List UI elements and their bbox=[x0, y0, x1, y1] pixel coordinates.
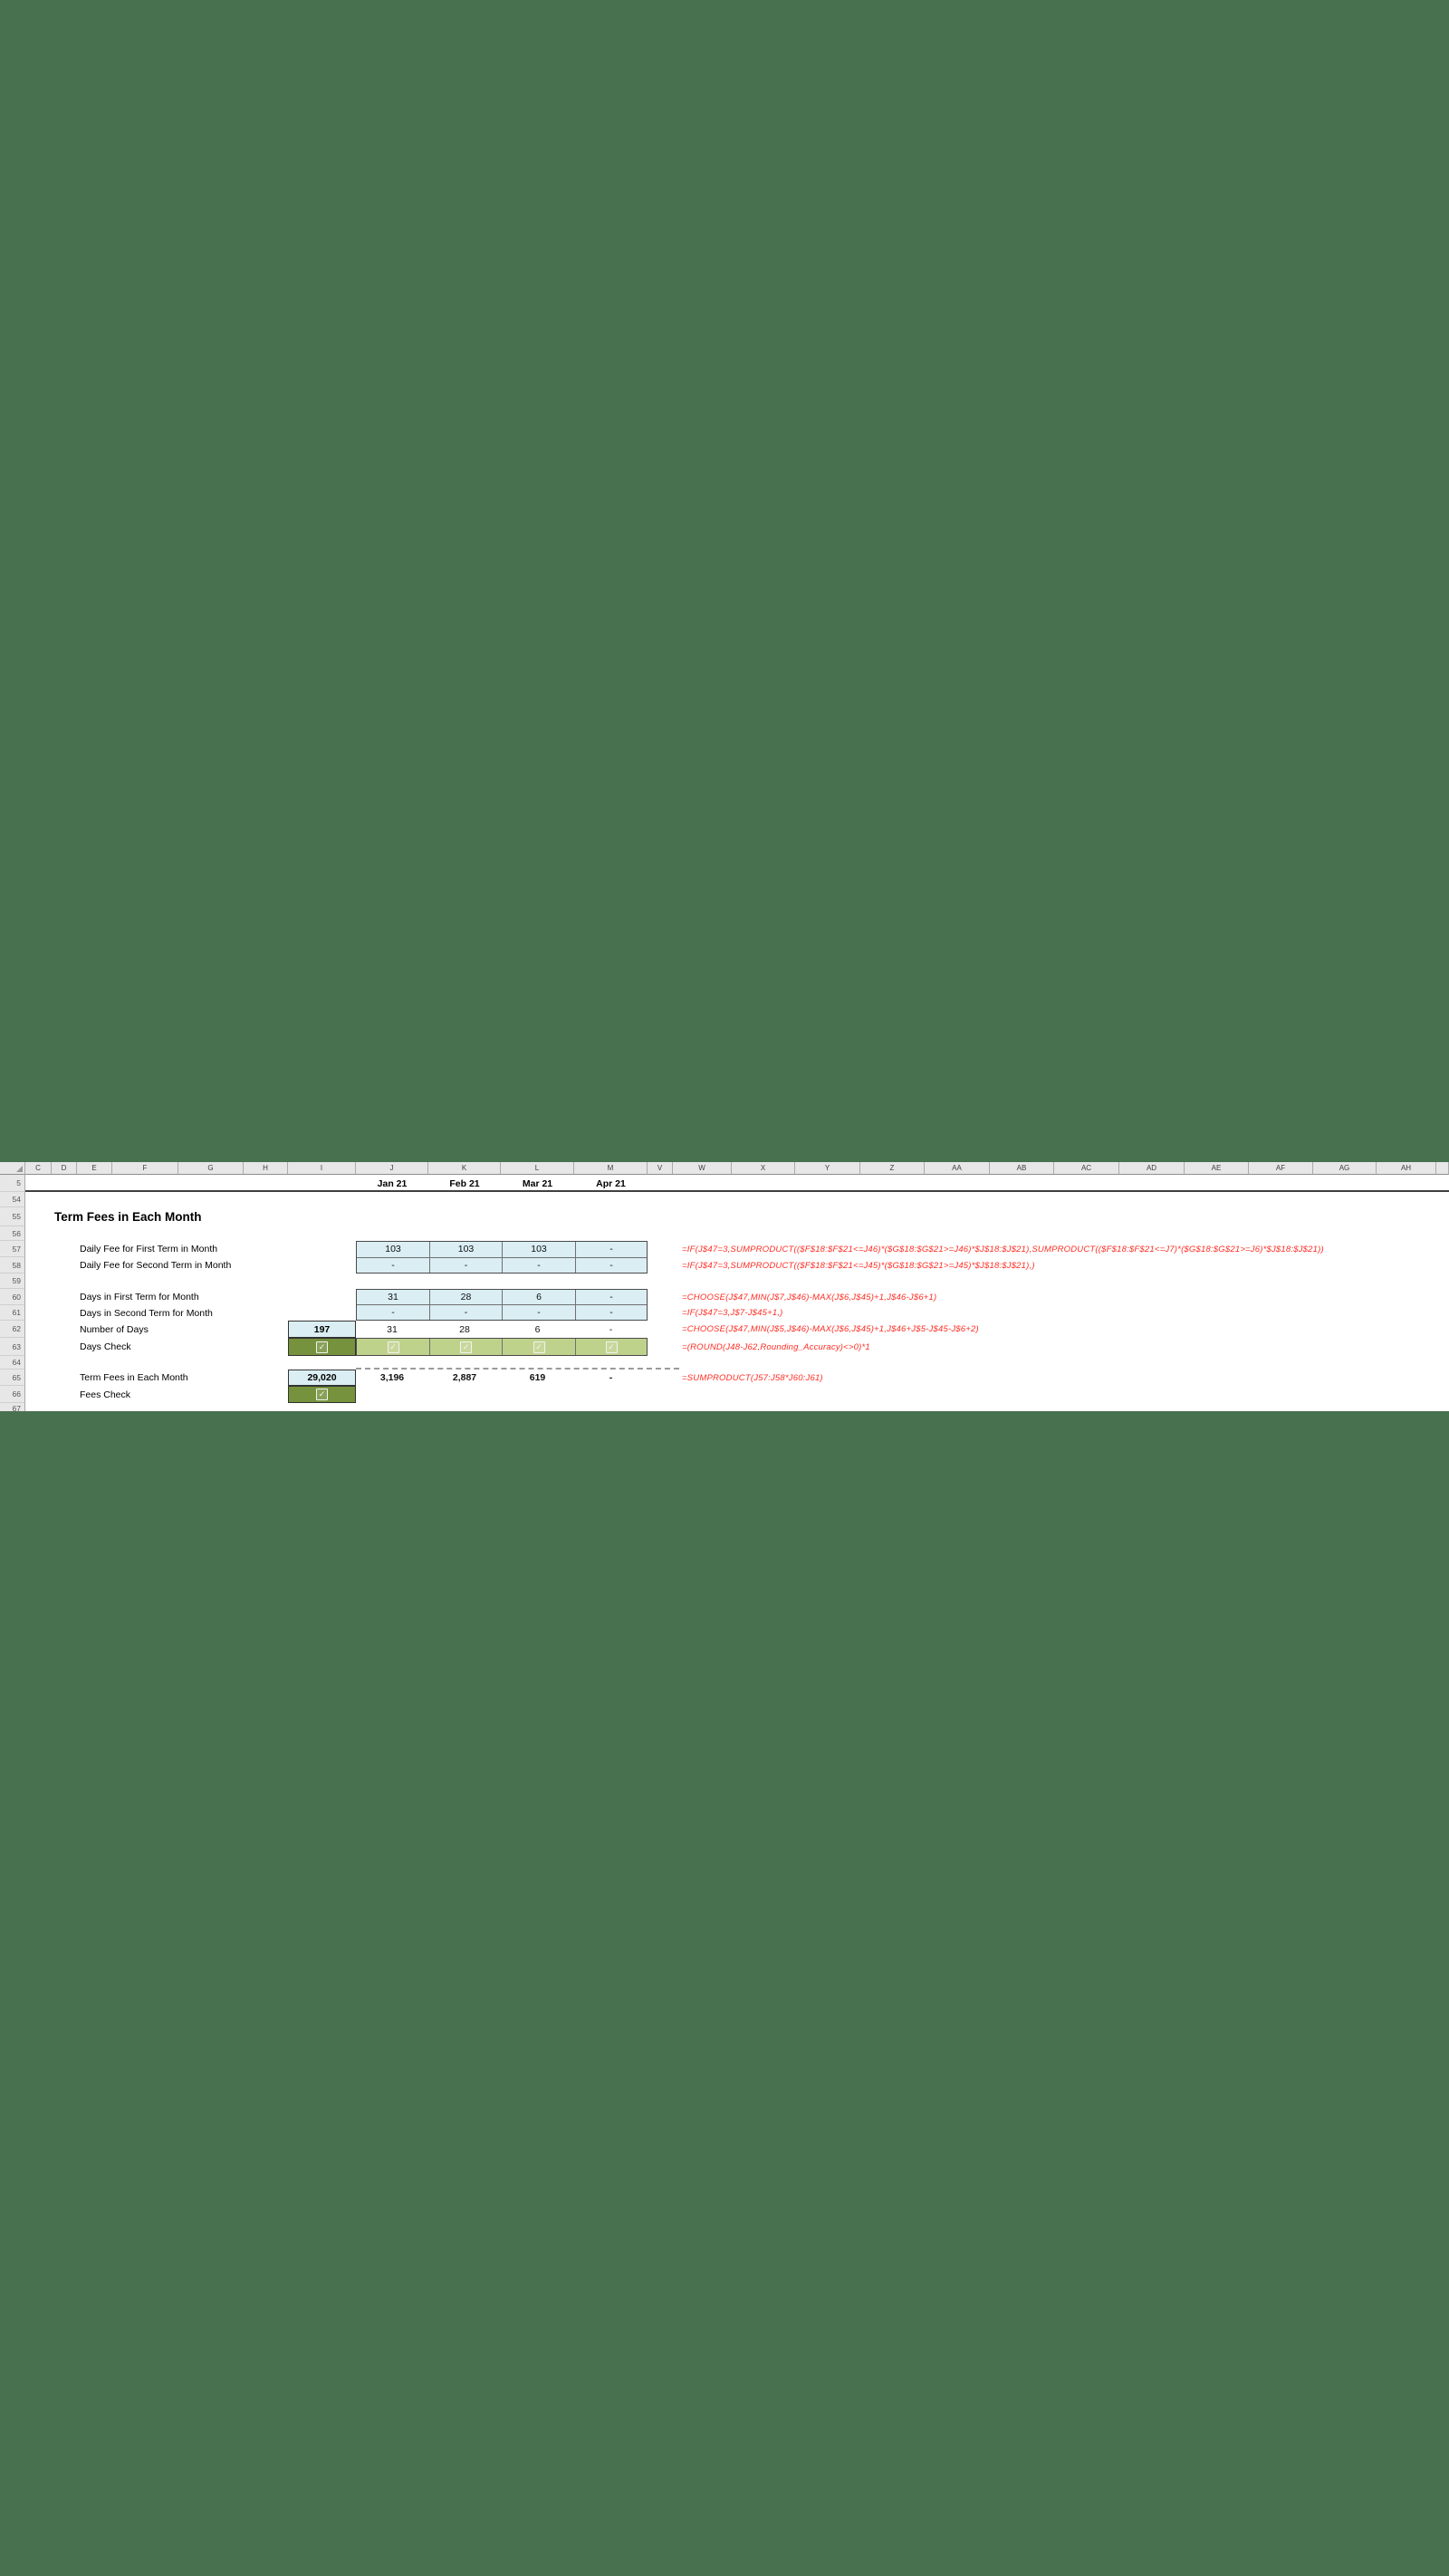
column-header-Z[interactable]: Z bbox=[860, 1162, 925, 1175]
cell-K57[interactable]: 103 bbox=[429, 1242, 502, 1257]
row-header-59[interactable]: 59 bbox=[0, 1274, 24, 1289]
cell-I65-total-fees[interactable]: 29,020 bbox=[288, 1370, 356, 1386]
formula-row57: =IF(J$47=3,SUMPRODUCT(($F$18:$F$21<=J46)*($G$18:$G$21>=J46)*$J$18:$J$21),SUMPRODUCT(($F$18:$F$21<=J7)*($G$18:$G$21>=J6)*$J$18:$J$21)) bbox=[682, 1244, 1324, 1254]
spreadsheet bbox=[0, 1162, 1449, 1411]
row-header-58[interactable]: 58 bbox=[0, 1257, 24, 1274]
cell-L57[interactable]: 103 bbox=[502, 1242, 575, 1257]
row-header-56[interactable]: 56 bbox=[0, 1226, 24, 1241]
column-header-AA[interactable]: AA bbox=[925, 1162, 990, 1175]
column-header-Y[interactable]: Y bbox=[795, 1162, 860, 1175]
check-icon: ✓ bbox=[460, 1341, 472, 1353]
cell-K61[interactable]: - bbox=[429, 1304, 502, 1320]
cell-J57[interactable]: 103 bbox=[385, 1244, 401, 1255]
row-header-62[interactable]: 62 bbox=[0, 1321, 24, 1338]
column-header-partial[interactable] bbox=[1436, 1162, 1449, 1175]
column-header-G[interactable]: G bbox=[178, 1162, 244, 1175]
column-header-L[interactable]: L bbox=[501, 1162, 574, 1175]
column-header-X[interactable]: X bbox=[732, 1162, 795, 1175]
label-number-of-days: Number of Days bbox=[80, 1323, 149, 1335]
formula-row63: =(ROUND(J48-J62,Rounding_Accuracy)<>0)*1 bbox=[682, 1341, 870, 1352]
cell-L5-month[interactable]: Mar 21 bbox=[522, 1177, 553, 1189]
label-term-fees: Term Fees in Each Month bbox=[80, 1372, 188, 1383]
column-header-AG[interactable]: AG bbox=[1313, 1162, 1377, 1175]
cell-M65[interactable]: - bbox=[609, 1372, 613, 1383]
label-fees-check: Fees Check bbox=[80, 1389, 131, 1400]
cell-J62[interactable]: 31 bbox=[387, 1323, 398, 1335]
cell-L61[interactable]: - bbox=[502, 1304, 575, 1320]
row-header-64[interactable]: 64 bbox=[0, 1356, 24, 1370]
cell-L63[interactable] bbox=[502, 1339, 575, 1355]
check-icon: ✓ bbox=[316, 1341, 328, 1353]
formula-row58: =IF(J$47=3,SUMPRODUCT(($F$18:$F$21<=J45)*($G$18:$G$21>=J45)*$J$18:$J$21),) bbox=[682, 1260, 1035, 1271]
cell-M60[interactable]: - bbox=[575, 1290, 647, 1304]
column-header-AF[interactable]: AF bbox=[1249, 1162, 1313, 1175]
column-header-AC[interactable]: AC bbox=[1054, 1162, 1119, 1175]
column-header-I[interactable]: I bbox=[288, 1162, 356, 1175]
cell-J61[interactable]: - bbox=[357, 1304, 429, 1320]
cell-M63[interactable] bbox=[575, 1339, 647, 1355]
cell-K58[interactable]: - bbox=[429, 1257, 502, 1274]
formula-row65: =SUMPRODUCT(J57:J58*J60:J61) bbox=[682, 1372, 823, 1383]
cell-K65[interactable]: 2,887 bbox=[452, 1372, 477, 1383]
column-header-AH[interactable]: AH bbox=[1377, 1162, 1436, 1175]
cell-L62[interactable]: 6 bbox=[534, 1323, 541, 1335]
formula-row60: =CHOOSE(J$47,MIN(J$7,J$46)-MAX(J$6,J$45)+1,J$46-J$6+1) bbox=[682, 1292, 937, 1302]
cell-I66-fees-check[interactable] bbox=[288, 1386, 356, 1403]
cell-I63-days-check[interactable] bbox=[288, 1338, 356, 1356]
cell-K60[interactable]: 28 bbox=[429, 1290, 502, 1304]
row-header-66[interactable]: 66 bbox=[0, 1386, 24, 1403]
column-header-F[interactable]: F bbox=[112, 1162, 178, 1175]
row-header-5[interactable]: 5 bbox=[0, 1175, 24, 1192]
column-header-AD[interactable]: AD bbox=[1119, 1162, 1185, 1175]
check-icon: ✓ bbox=[388, 1341, 399, 1353]
header-row-divider bbox=[25, 1190, 1449, 1192]
column-header-J[interactable]: J bbox=[356, 1162, 428, 1175]
column-header-H[interactable]: H bbox=[244, 1162, 288, 1175]
cell-I62-total-days[interactable]: 197 bbox=[288, 1321, 356, 1338]
cell-K5-month[interactable]: Feb 21 bbox=[449, 1177, 480, 1189]
daily-fee-block bbox=[356, 1241, 648, 1274]
cell-L58[interactable]: - bbox=[502, 1257, 575, 1274]
cell-M62[interactable]: - bbox=[609, 1323, 613, 1335]
cell-J5-month[interactable]: Jan 21 bbox=[377, 1177, 408, 1189]
check-icon: ✓ bbox=[606, 1341, 618, 1353]
row-header-55[interactable]: 55 bbox=[0, 1207, 24, 1226]
column-header-C[interactable]: C bbox=[25, 1162, 52, 1175]
cell-M5-month[interactable]: Apr 21 bbox=[596, 1177, 626, 1189]
row-header-65[interactable]: 65 bbox=[0, 1370, 24, 1386]
cell-K62[interactable]: 28 bbox=[459, 1323, 470, 1335]
label-daily-fee-second: Daily Fee for Second Term in Month bbox=[80, 1260, 232, 1271]
section-title: Term Fees in Each Month bbox=[54, 1210, 202, 1224]
column-header-K[interactable]: K bbox=[428, 1162, 501, 1175]
row-header-61[interactable]: 61 bbox=[0, 1305, 24, 1321]
row-header-54[interactable]: 54 bbox=[0, 1192, 24, 1207]
formula-row61: =IF(J$47=3,J$7-J$45+1,) bbox=[682, 1308, 783, 1318]
cell-J60[interactable]: 31 bbox=[388, 1292, 398, 1302]
row-header-67[interactable]: 67 bbox=[0, 1403, 24, 1411]
check-icon: ✓ bbox=[316, 1389, 328, 1400]
column-header-M[interactable]: M bbox=[574, 1162, 648, 1175]
column-header-W[interactable]: W bbox=[673, 1162, 732, 1175]
label-days-first: Days in First Term for Month bbox=[80, 1292, 199, 1302]
cell-M61[interactable]: - bbox=[575, 1304, 647, 1320]
cell-L65[interactable]: 619 bbox=[529, 1372, 546, 1383]
cell-M58[interactable]: - bbox=[575, 1257, 647, 1274]
column-header-D[interactable]: D bbox=[52, 1162, 77, 1175]
column-header-AB[interactable]: AB bbox=[990, 1162, 1054, 1175]
days-block bbox=[356, 1289, 648, 1321]
column-header-AE[interactable]: AE bbox=[1185, 1162, 1249, 1175]
label-daily-fee-first: Daily Fee for First Term in Month bbox=[80, 1244, 218, 1254]
label-days-second: Days in Second Term for Month bbox=[80, 1307, 213, 1319]
row-header-60[interactable]: 60 bbox=[0, 1289, 24, 1305]
select-all-corner[interactable] bbox=[0, 1162, 25, 1175]
row-header-57[interactable]: 57 bbox=[0, 1241, 24, 1257]
label-days-check: Days Check bbox=[80, 1341, 131, 1352]
cell-J63[interactable] bbox=[357, 1339, 429, 1355]
cell-K63[interactable] bbox=[429, 1339, 502, 1355]
row-header-63[interactable]: 63 bbox=[0, 1338, 24, 1356]
days-check-block bbox=[356, 1338, 648, 1356]
column-header-E[interactable]: E bbox=[77, 1162, 112, 1175]
cell-M57[interactable]: - bbox=[575, 1242, 647, 1257]
cell-J58[interactable]: - bbox=[357, 1257, 429, 1274]
cell-J65[interactable]: 3,196 bbox=[379, 1372, 405, 1383]
formula-row62: =CHOOSE(J$47,MIN(J$5,J$46)-MAX(J$6,J$45)+1,J$46+J$5-J$45-J$6+2) bbox=[682, 1324, 979, 1334]
column-header-V[interactable]: V bbox=[648, 1162, 673, 1175]
cell-L60[interactable]: 6 bbox=[502, 1290, 575, 1304]
check-icon: ✓ bbox=[533, 1341, 545, 1353]
